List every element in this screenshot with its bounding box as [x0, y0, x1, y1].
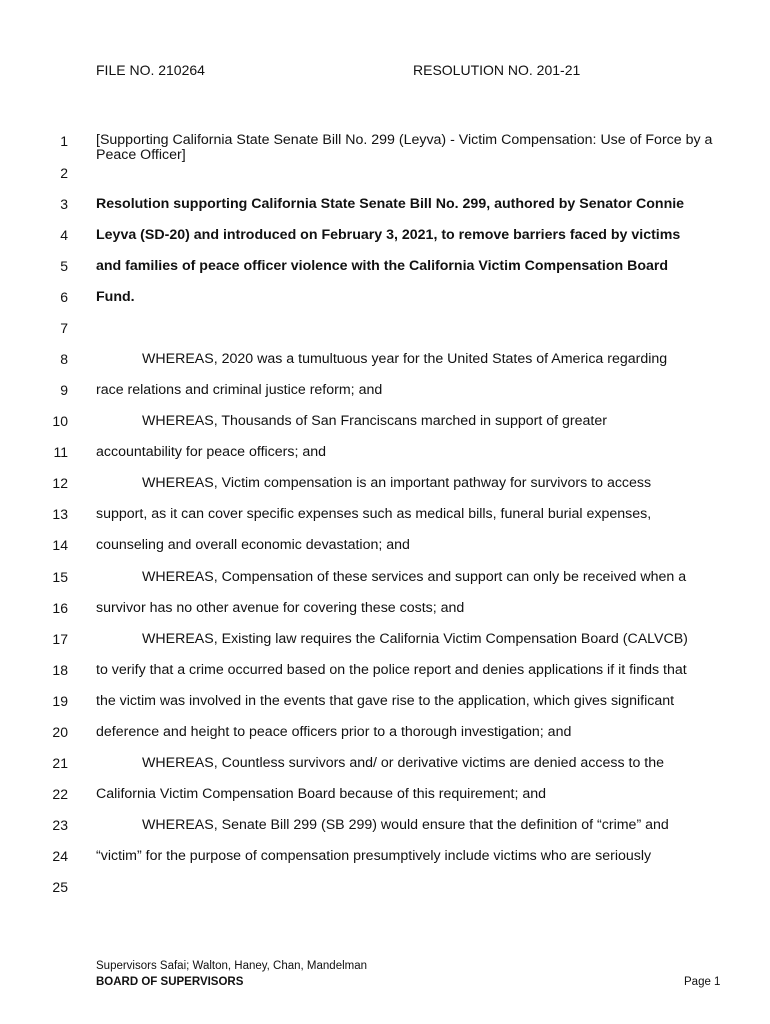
body-line: the victim was involved in the events that gave rise to the application, which gives significant: [96, 693, 675, 709]
whereas-line: WHEREAS, Existing law requires the California Victim Compensation Board (CALVCB): [142, 631, 688, 647]
body-line: counseling and overall economic devastation; and: [96, 537, 410, 553]
whereas-line: WHEREAS, Compensation of these services and support can only be received when a: [142, 569, 687, 585]
line-number: 5: [60, 258, 68, 274]
line-number: 3: [60, 196, 68, 212]
line-number: 7: [60, 320, 68, 336]
line-number: 8: [60, 351, 68, 367]
line-number: 18: [52, 662, 68, 678]
whereas-line: WHEREAS, Senate Bill 299 (SB 299) would ensure that the definition of “crime” and: [142, 817, 669, 833]
line-number: 4: [60, 227, 68, 243]
resolution-title-line: Resolution supporting California State Senate Bill No. 299, authored by Senator Connie: [96, 196, 685, 212]
footer-board: BOARD OF SUPERVISORS: [96, 976, 244, 988]
body-line: survivor has no other avenue for covering these costs; and: [96, 600, 465, 616]
line-number: 21: [52, 755, 68, 771]
line-number: 22: [52, 786, 68, 802]
line-number: 16: [52, 600, 68, 616]
body-line: accountability for peace officers; and: [96, 444, 327, 460]
line-number: 1: [60, 133, 68, 149]
resolution-title-line: Leyva (SD-20) and introduced on February 3, 2021, to remove barriers faced by victims: [96, 227, 681, 243]
file-number: FILE NO. 210264: [96, 62, 205, 78]
resolution-title-line: Fund.: [96, 289, 135, 305]
whereas-line: WHEREAS, Countless survivors and/ or derivative victims are denied access to the: [142, 755, 664, 771]
line-number: 19: [52, 693, 68, 709]
line-number: 24: [52, 848, 68, 864]
body-line: “victim” for the purpose of compensation presumptively include victims who are seriously: [96, 848, 652, 864]
resolution-number: RESOLUTION NO. 201-21: [413, 62, 581, 78]
body-line: support, as it can cover specific expenses such as medical bills, funeral burial expenses,: [96, 506, 652, 522]
whereas-line: WHEREAS, Thousands of San Franciscans marched in support of greater: [142, 413, 607, 429]
line-number: 2: [60, 165, 68, 181]
body-line: race relations and criminal justice reform; and: [96, 382, 383, 398]
body-line: deference and height to peace officers prior to a thorough investigation; and: [96, 724, 572, 740]
resolution-title-line: and families of peace officer violence with the California Victim Compensation Board: [96, 258, 669, 274]
line-number: 25: [52, 879, 68, 895]
line-number: 11: [53, 444, 68, 460]
resolution-caption: [Supporting California State Senate Bill No. 299 (Leyva) - Victim Compensation: Use of Force by a Peace Officer]: [96, 132, 713, 163]
line-number: 17: [52, 631, 68, 647]
line-number: 13: [52, 506, 68, 522]
whereas-line: WHEREAS, Victim compensation is an important pathway for survivors to access: [142, 475, 652, 491]
page-number: Page 1: [684, 976, 721, 988]
line-number: 12: [52, 475, 68, 491]
body-line: California Victim Compensation Board because of this requirement; and: [96, 786, 547, 802]
body-line: to verify that a crime occurred based on the police report and denies applications if it finds that: [96, 662, 687, 678]
line-number: 20: [52, 724, 68, 740]
line-number: 10: [52, 413, 68, 429]
line-number: 15: [52, 569, 68, 585]
line-number: 6: [60, 289, 68, 305]
footer-sponsors: Supervisors Safai; Walton, Haney, Chan, Mandelman: [96, 960, 368, 972]
line-number: 14: [52, 537, 68, 553]
whereas-line: WHEREAS, 2020 was a tumultuous year for the United States of America regarding: [142, 351, 668, 367]
line-number: 9: [60, 382, 68, 398]
line-number: 23: [52, 817, 68, 833]
